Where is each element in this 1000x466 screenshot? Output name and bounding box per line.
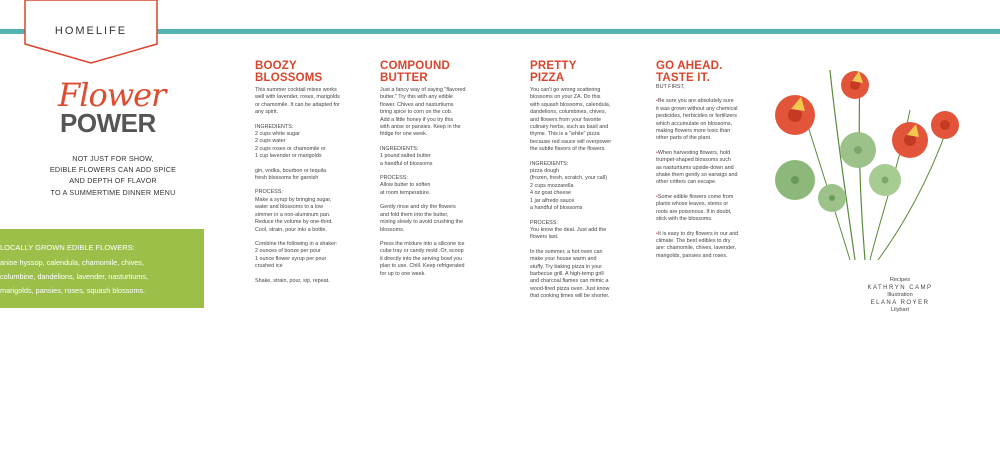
bullet-icon: • — [656, 230, 658, 237]
recipe-line: blossoms on your ZA. Do this — [530, 94, 601, 101]
recipe-line: culinary herbs, such as basil and — [530, 124, 609, 131]
tip-line: •Some edible flowers come from — [656, 193, 734, 200]
tip-line: stick with the blossoms. — [656, 216, 713, 223]
tip-line: •It is easy to dry flowers in our arid — [656, 230, 739, 237]
recipe-line: 1 pound salted butter — [380, 153, 431, 160]
recipe-paragraph — [255, 168, 355, 183]
recipe-line: Make a syrup by bringing sugar, — [255, 196, 332, 203]
recipe-line: You know the deal. Just add the — [530, 226, 607, 233]
recipe-line: INGREDIENTS: — [255, 123, 294, 130]
credits — [850, 277, 950, 315]
recipe-line: it directly into the serving bowl you — [380, 255, 463, 262]
recipe-line: PROCESS: — [530, 219, 558, 226]
recipe-line: Add a little honey if you try this — [380, 116, 454, 123]
recipe-line: water and blossoms to a low — [255, 204, 324, 211]
recipe-pretty-pizza — [530, 60, 630, 312]
intro-line: EDIBLE FLOWERS CAN ADD SPICE — [49, 165, 177, 175]
tip-line: pesticides, herbicides or fertilizers — [656, 113, 737, 120]
recipe-paragraph — [380, 175, 478, 197]
recipe-line: stuffy. Try baking pizza in your — [530, 263, 603, 270]
recipe-line: well with lavender, roses, marigolds — [255, 94, 340, 101]
tip-line: •When harvesting flowers, hold — [656, 149, 731, 156]
recipe-line: a handful of blossoms — [380, 160, 433, 167]
intro-line: TO A SUMMERTIME DINNER MENU — [50, 187, 176, 197]
recipe-line: make your house warm and — [530, 256, 597, 263]
local-flowers-line: anise hyssop, calendula, chamomile, chives, — [0, 258, 144, 267]
tips-subtitle: BUT FIRST, — [656, 84, 685, 90]
recipe-paragraph — [255, 278, 355, 285]
recipe-line: at room temperature. — [380, 189, 431, 196]
recipe-line: barbecue grill. A high-temp grill — [530, 270, 604, 277]
recipe-line: Gently rinse and dry the flowers — [380, 204, 456, 211]
recipe-line: In the summer, a hot oven can — [530, 248, 603, 255]
recipe-line: PROCESS: — [255, 189, 283, 196]
recipe-line: the subtle flavors of the flowers. — [530, 146, 606, 153]
recipe-line: 1 cup lavender or marigolds — [255, 153, 322, 160]
recipe-line: butter." Try this with any edible — [380, 94, 453, 101]
recipe-line: bring spice to corn on the cob. — [380, 109, 453, 116]
recipe-line: 2 ounces of booze per pour — [255, 248, 321, 255]
recipe-line: wood-fired pizza oven. Just know — [530, 285, 610, 292]
bullet-icon: • — [656, 98, 658, 105]
tip-line: •Be sure you are absolutely sure — [656, 98, 734, 105]
recipe-paragraph — [255, 87, 355, 117]
recipe-line: simmer in a non-aluminum pan. — [255, 211, 331, 218]
recipe-line: plan to use. Chill. Keep refrigerated — [380, 263, 465, 270]
recipe-line: and fold them into the butter, — [380, 211, 449, 218]
intro-deck — [42, 153, 184, 198]
recipe-line: dandelions, columbines, chives, — [530, 109, 607, 116]
recipe-line: gin, vodka, bourbon or tequila — [255, 167, 327, 174]
recipe-line: Press the mixture into a silicone ice — [380, 240, 465, 247]
title-power: POWER — [60, 108, 156, 138]
tip-line: trumpet-shaped blossoms such — [656, 157, 731, 164]
recipe-line: 2 cups water — [255, 138, 286, 145]
recipe-line: 4 oz goat cheese — [530, 190, 572, 197]
tips-list — [656, 98, 756, 260]
recipe-line: Just a fancy way of saying "flavored — [380, 87, 466, 93]
recipe-paragraph — [530, 220, 630, 242]
recipe-line: crushed ice — [255, 263, 283, 270]
intro-line: NOT JUST FOR SHOW, — [72, 154, 154, 163]
recipe-line: PROCESS: — [380, 175, 408, 182]
nasturtium-illustration — [760, 70, 960, 270]
recipe-line: with squash blossoms, calendula, — [530, 101, 611, 108]
recipe-paragraph — [380, 204, 478, 234]
recipe-line: pizza dough — [530, 168, 560, 175]
recipe-line: fridge for one week. — [380, 131, 428, 138]
bullet-icon: • — [656, 149, 658, 156]
credits-illustration-label: Illustration — [887, 292, 913, 298]
tip-item — [656, 150, 756, 187]
recipe-line: a handful of blossoms — [530, 205, 583, 212]
recipe-line: that cooking times will be shorter. — [530, 293, 610, 300]
recipe-paragraph — [255, 189, 355, 233]
tip-line: as nasturtiums upside-down and — [656, 164, 734, 171]
recipe-line: Combine the following in a shaker: — [255, 240, 338, 247]
credits-illustration-credit: Lilybart — [890, 307, 910, 313]
recipe-line: (frozen, fresh, scratch, your call) — [530, 175, 607, 182]
recipe-paragraph — [255, 124, 355, 161]
recipe-line: 2 cups mozzarella — [530, 182, 574, 189]
tip-item — [656, 231, 756, 261]
recipe-title: PRETTY PIZZA — [530, 60, 577, 84]
recipe-paragraph — [380, 87, 478, 139]
recipe-line: 2 cups roses or chamomile or — [255, 145, 326, 152]
tip-line: making flowers more toxic than — [656, 128, 731, 135]
local-flowers-box — [0, 229, 204, 308]
recipe-boozy-blossoms — [255, 60, 355, 292]
credits-recipes-name: KATHRYN CAMP — [867, 284, 933, 291]
recipe-line: because red sauce will overpower — [530, 138, 612, 145]
recipe-line: INGREDIENTS: — [530, 160, 569, 167]
tip-item — [656, 98, 756, 142]
recipe-line: INGREDIENTS: — [380, 145, 419, 152]
recipe-line: thyme. This is a "white" pizza — [530, 131, 600, 138]
section-tag — [24, 0, 158, 64]
recipe-paragraph — [530, 161, 630, 213]
recipe-line: mixing slowly to avoid crushing the — [380, 219, 463, 226]
intro-line: AND DEPTH OF FLAVOR — [69, 176, 157, 186]
section-tag-label: HOMELIFE — [54, 25, 128, 37]
local-flowers-line: marigolds, pansies, roses, squash blossoms. — [0, 286, 146, 295]
credits-illustration-name: ELANA ROYER — [870, 299, 930, 306]
tip-line: marigolds, pansies and roses. — [656, 252, 728, 259]
tips-column — [656, 60, 756, 267]
tip-line: are: chamomile, chives, lavender, — [656, 245, 736, 252]
recipe-line: cube tray or candy mold. Or, scoop — [380, 248, 464, 255]
recipe-paragraph — [530, 87, 630, 154]
tip-line: roots are poisonous. If in doubt, — [656, 208, 732, 215]
title-flower: Flower — [58, 76, 166, 114]
recipe-paragraph — [380, 146, 478, 168]
recipe-line: and charcoal flames can mimic a — [530, 278, 609, 285]
tips-title: GO AHEAD. TASTE IT. — [656, 60, 723, 84]
recipe-line: with anise or pansies. Keep in the — [380, 124, 461, 131]
tip-line: climate. The best edibles to dry — [656, 237, 731, 244]
bullet-icon: • — [656, 193, 658, 200]
recipe-line: Shake, strain, pour, sip, repeat. — [255, 277, 330, 284]
recipe-line: Reduce the volume by one-third. — [255, 219, 333, 226]
tip-line: plants whose leaves, stems or — [656, 201, 729, 208]
recipe-line: and flowers from your favorite — [530, 116, 602, 123]
local-flowers-heading: LOCALLY GROWN EDIBLE FLOWERS: — [0, 243, 135, 252]
recipe-paragraph — [255, 241, 355, 271]
recipe-paragraph — [380, 241, 478, 278]
tip-line: which accumulate on blossoms, — [656, 120, 733, 127]
recipe-title: COMPOUND BUTTER — [380, 60, 450, 84]
recipe-line: fresh blossoms for garnish — [255, 175, 319, 182]
local-flowers-line: columbine, dandelions, lavender, nasturtiums, — [0, 272, 149, 281]
recipe-line: flowers last. — [530, 234, 559, 241]
recipe-line: You can't go wrong scattering — [530, 87, 601, 93]
recipe-line: 1 jar alfredo sauce — [530, 197, 575, 204]
tip-line: it was grown without any chemical — [656, 105, 738, 112]
recipe-paragraph — [530, 249, 630, 301]
recipe-line: for up to one week. — [380, 270, 426, 277]
recipe-line: flower. Chives and nasturtiums — [380, 101, 454, 108]
recipe-compound-butter — [380, 60, 478, 285]
recipe-line: Cool, strain, pour into a bottle. — [255, 226, 327, 233]
recipe-line: 2 cups white sugar — [255, 131, 300, 138]
local-flowers-list — [0, 256, 148, 298]
recipe-line: blossoms. — [380, 226, 405, 233]
tip-line: other critters can escape. — [656, 179, 717, 186]
recipe-line: 1 ounce flower syrup per pour — [255, 255, 327, 262]
tip-line: other parts of the plant. — [656, 135, 712, 142]
credits-recipes-label: Recipes — [889, 277, 911, 283]
recipe-line: any spirit. — [255, 109, 279, 116]
recipe-title: BOOZY BLOSSOMS — [255, 60, 323, 84]
recipe-line: This summer cocktail mixes works — [255, 87, 337, 93]
tip-item — [656, 194, 756, 224]
tip-line: shake them gently so earwigs and — [656, 172, 738, 179]
recipe-line: Allow butter to soften — [380, 182, 431, 189]
recipe-line: or chamomile. It can be adapted for — [255, 101, 340, 108]
